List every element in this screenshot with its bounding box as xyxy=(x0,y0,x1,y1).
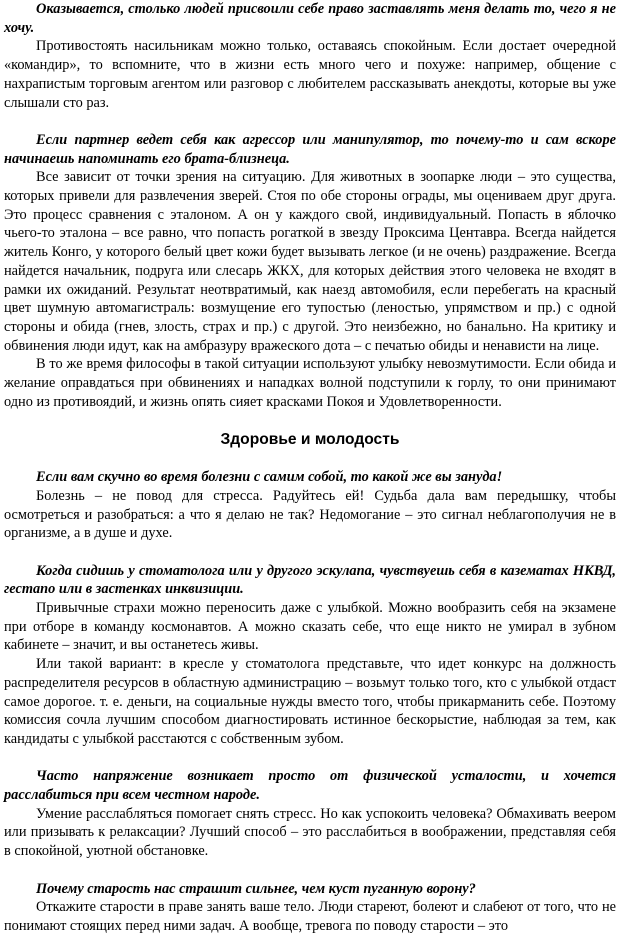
paragraph: Привычные страхи можно переносить даже с улыбкой. Можно вообразить себя на экзамене при отборе в команду космонавтов. А можно сказать себе, что еще никто не умирал в зубном кабинете – значит, и вы останетесь живы. xyxy=(4,600,616,654)
spacer xyxy=(4,861,616,880)
spacer xyxy=(4,411,616,431)
section-lead: Почему старость нас страшит сильнее, чем куст пуганную ворону? xyxy=(36,880,476,897)
paragraph: Болезнь – не повод для стресса. Радуйтесь ей! Судьба дала вам передышку, чтобы осмотреться и разобраться: а что я делаю не так? Недомогание – это сигнал неблагополучия не в организме, а в душе и духе. xyxy=(4,487,616,542)
paragraph: Противостоять насильникам можно только, оставаясь спокойным. Если достает очередной «командир», то вспомните, что в жизни есть много чего и похуже: например, общение с нахрапистым торговым агентом или разговор с любителем рассказывать анекдоты, которые вы уже слышали сто раз. xyxy=(4,38,616,111)
section-lead: Когда сидишь у стоматолога или у другого эскулапа, чувствуешь себя в казематах НКВД, гестапо или в застенках инквизиции. xyxy=(4,562,616,598)
section-lead: Если вам скучно во время болезни с самим собой, то какой же вы зануда! xyxy=(36,469,503,486)
spacer xyxy=(4,749,616,768)
document-page xyxy=(4,0,616,936)
paragraph: В то же время философы в такой ситуации используют улыбку невозмутимости. Если обида и желание оправдаться при обвинениях и нападках волной подступили к горлу, то они принимают одно из противоядий, и жизнь опять сияет красками Покоя и Удовлетворенности. xyxy=(4,356,616,410)
paragraph: Или такой вариант: в кресле у стоматолога представьте, что идет конкурс на должность распределителя ресурсов в областную администрацию – возьмут только того, кто с улыбкой отдаст самое дорогое. т. е. деньги, на социальные нужды вместо того, чтобы прикарманить себе. Поэтому комиссия сочла лучшим способом диагностировать истинное бескорыстие, наблюдая за тем, как кандидаты с улыбкой расстаются с собственным зубом. xyxy=(4,656,616,747)
paragraph: Откажите старости в праве занять ваше тело. Люди стареют, болеют и слабеют от того, что не понимают стоящих перед ними задач. А вообще, тревога по поводу старости – это xyxy=(4,899,616,934)
spacer xyxy=(4,112,616,131)
spacer xyxy=(4,543,616,562)
section-lead: Оказывается, столько людей присвоили себе право заставлять меня делать то, чего я не хочу. xyxy=(4,1,616,36)
section-heading: Здоровье и молодость xyxy=(220,431,400,449)
spacer xyxy=(4,450,616,468)
paragraph: Умение расслабляться помогает снять стресс. Но как успокоить человека? Обмахивать веером или призывать к релаксации? Лучший способ – это расслабиться в воображении, представляя себя в спокойной, уютной обстановке. xyxy=(4,805,616,860)
paragraph: Все зависит от точки зрения на ситуацию. Для животных в зоопарке люди – это существа, которых привели для развлечения зверей. Стоя по обе стороны ограды, мы оцениваем друг друга. Это процесс сравнения с эталоном. А он у каждого свой, индивидуальный. Попасть в яблочко чьего-то эталона – все равно, что попасть рогаткой в звезду Проксима Центавра. Всегда найдется житель Конго, у которого белый цвет кожи будет вызывать легкое (и не очень) раздражение. Всегда найдется начальник, подруга или слесарь ЖКХ, для которых действия этого человека не входят в рамки их ожиданий. Результат неотвратимый, как наезд автомобиля, если перебегать на красный цвет шумную автомагистраль: возмущение его тупостью (леностью, упрямством и пр.) с одной стороны и обида (гнев, злость, страх и пр.) с другой. Это неизбежно, но банально. На критику и обвинения люди идут, как на амбразуру вражеского дота – с печатью обиды и ненависти на лице. xyxy=(4,169,616,354)
section-lead: Если партнер ведет себя как агрессор или манипулятор, то почему-то и сам вскоре начинаешь напоминать его брата-близнеца. xyxy=(4,131,616,167)
section-lead: Часто напряжение возникает просто от физической усталости, и хочется расслабиться при всем честном народе. xyxy=(4,768,616,804)
